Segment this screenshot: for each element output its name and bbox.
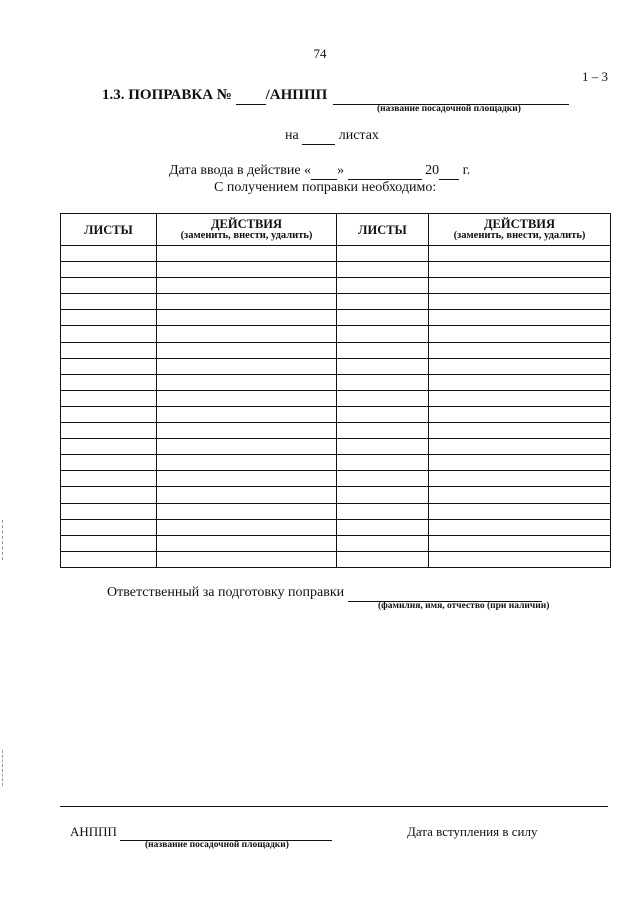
sheets-prefix: на <box>285 128 299 143</box>
action-cell[interactable] <box>429 326 611 342</box>
sheet-cell[interactable] <box>337 374 429 390</box>
footer-airport-field[interactable] <box>120 824 332 841</box>
action-cell[interactable] <box>429 374 611 390</box>
action-cell[interactable] <box>157 439 337 455</box>
year-suffix: г. <box>462 163 471 178</box>
footer-airport-line <box>70 824 332 841</box>
action-cell[interactable] <box>157 390 337 406</box>
table-row <box>61 294 611 310</box>
table-row <box>61 455 611 471</box>
sheet-cell[interactable] <box>337 342 429 358</box>
action-cell[interactable] <box>157 358 337 374</box>
action-cell[interactable] <box>429 471 611 487</box>
amendment-number-field[interactable] <box>236 87 266 105</box>
column-header-actions-2: ДЕЙСТВИЯ (заменить, внести, удалить) <box>429 214 611 246</box>
scan-margin-mark <box>2 520 3 560</box>
sheet-cell[interactable] <box>337 358 429 374</box>
column-header-sheets: ЛИСТЫ <box>61 214 157 246</box>
table-row <box>61 439 611 455</box>
sheet-cell[interactable] <box>337 439 429 455</box>
sheet-cell[interactable] <box>61 471 157 487</box>
page-number: 74 <box>313 46 327 61</box>
sheet-cell[interactable] <box>337 471 429 487</box>
sheet-cell[interactable] <box>61 294 157 310</box>
action-cell[interactable] <box>157 262 337 278</box>
table-row <box>61 278 611 294</box>
day-field[interactable] <box>311 163 337 180</box>
sheet-cell[interactable] <box>61 390 157 406</box>
table-row <box>61 390 611 406</box>
action-cell[interactable] <box>429 294 611 310</box>
table-row <box>61 358 611 374</box>
column-header-sheets-2: ЛИСТЫ <box>337 214 429 246</box>
action-cell[interactable] <box>157 519 337 535</box>
amendment-title <box>102 87 569 105</box>
date-mid: » <box>337 163 345 178</box>
sheet-cell[interactable] <box>337 310 429 326</box>
table-row <box>61 246 611 262</box>
table-row <box>61 406 611 422</box>
sheet-cell[interactable] <box>337 519 429 535</box>
action-cell[interactable] <box>157 374 337 390</box>
sheet-cell[interactable] <box>337 262 429 278</box>
table-row <box>61 374 611 390</box>
title-suffix: /АНППП <box>265 87 328 103</box>
table-row <box>61 487 611 503</box>
table-row <box>61 310 611 326</box>
sheet-cell[interactable] <box>61 326 157 342</box>
action-cell[interactable] <box>157 278 337 294</box>
sheet-cell[interactable] <box>337 455 429 471</box>
table-row <box>61 551 611 567</box>
sheet-count-field[interactable] <box>302 128 335 145</box>
action-cell[interactable] <box>429 503 611 519</box>
action-cell[interactable] <box>157 487 337 503</box>
action-cell[interactable] <box>429 519 611 535</box>
sheet-cell[interactable] <box>61 310 157 326</box>
action-cell[interactable] <box>429 262 611 278</box>
sheet-cell[interactable] <box>61 262 157 278</box>
action-cell[interactable] <box>157 294 337 310</box>
action-cell[interactable] <box>429 278 611 294</box>
sheet-cell[interactable] <box>337 278 429 294</box>
table-row <box>61 535 611 551</box>
action-cell[interactable] <box>157 551 337 567</box>
action-cell[interactable] <box>429 423 611 439</box>
sheet-cell[interactable] <box>61 487 157 503</box>
action-cell[interactable] <box>157 455 337 471</box>
sheet-cell[interactable] <box>337 246 429 262</box>
table-row <box>61 326 611 342</box>
sheet-cell[interactable] <box>61 503 157 519</box>
sheet-cell[interactable] <box>337 390 429 406</box>
table-row <box>61 342 611 358</box>
scan-margin-mark <box>2 750 3 786</box>
sheet-cell[interactable] <box>61 519 157 535</box>
table-row <box>61 471 611 487</box>
date-prefix: Дата ввода в действие « <box>169 163 312 178</box>
responsible-label: Ответственный за подготовку поправки <box>107 585 345 600</box>
table-row <box>61 262 611 278</box>
airport-name-field[interactable] <box>333 87 569 105</box>
footer-airport-caption: (название посадочной площадки) <box>145 840 289 850</box>
sheet-cell[interactable] <box>61 278 157 294</box>
sheet-cell[interactable] <box>61 374 157 390</box>
sheet-cell[interactable] <box>61 406 157 422</box>
sheet-cell[interactable] <box>337 423 429 439</box>
action-cell[interactable] <box>429 455 611 471</box>
sheet-cell[interactable] <box>337 487 429 503</box>
action-cell[interactable] <box>157 310 337 326</box>
sheet-cell[interactable] <box>337 326 429 342</box>
sheet-cell[interactable] <box>61 358 157 374</box>
sheet-cell[interactable] <box>61 535 157 551</box>
action-cell[interactable] <box>429 246 611 262</box>
sheet-cell[interactable] <box>337 406 429 422</box>
table-row <box>61 423 611 439</box>
action-cell[interactable] <box>157 471 337 487</box>
action-cell[interactable] <box>429 535 611 551</box>
receipt-note: С получением поправки необходимо: <box>214 180 437 195</box>
responsible-caption: (фамилия, имя, отчество (при наличии) <box>378 601 550 611</box>
sheet-cell[interactable] <box>337 535 429 551</box>
sheets-line <box>285 128 379 145</box>
sheets-suffix: листах <box>338 128 379 143</box>
action-cell[interactable] <box>429 439 611 455</box>
footer-divider <box>60 806 608 807</box>
action-cell[interactable] <box>157 342 337 358</box>
action-cell[interactable] <box>157 535 337 551</box>
table-row <box>61 519 611 535</box>
title-prefix: 1.3. ПОПРАВКА № <box>102 87 232 103</box>
responsible-line <box>107 585 542 602</box>
action-cell[interactable] <box>157 326 337 342</box>
sheet-cell[interactable] <box>337 551 429 567</box>
action-cell[interactable] <box>157 423 337 439</box>
sheet-cell[interactable] <box>61 455 157 471</box>
action-cell[interactable] <box>429 551 611 567</box>
document-code: 1 – 3 <box>582 69 608 84</box>
month-field[interactable] <box>348 163 422 180</box>
action-cell[interactable] <box>429 342 611 358</box>
sheet-cell[interactable] <box>61 439 157 455</box>
column-header-actions: ДЕЙСТВИЯ (заменить, внести, удалить) <box>157 214 337 246</box>
sheet-cell[interactable] <box>337 294 429 310</box>
year-field[interactable] <box>439 163 459 180</box>
action-cell[interactable] <box>157 246 337 262</box>
sheet-cell[interactable] <box>61 423 157 439</box>
action-cell[interactable] <box>157 406 337 422</box>
year-prefix: 20 <box>425 163 440 178</box>
footer-label: АНППП <box>70 824 117 839</box>
table-body <box>61 246 611 568</box>
effective-from-label: Дата вступления в силу <box>407 824 538 839</box>
table-row <box>61 503 611 519</box>
action-cell[interactable] <box>429 390 611 406</box>
amendment-table <box>60 213 611 568</box>
airport-name-caption: (название посадочной площадки) <box>377 104 521 114</box>
effective-date-line <box>169 163 470 180</box>
action-cell[interactable] <box>429 406 611 422</box>
action-cell[interactable] <box>429 358 611 374</box>
action-cell[interactable] <box>429 310 611 326</box>
action-cell[interactable] <box>429 487 611 503</box>
sheet-cell[interactable] <box>61 246 157 262</box>
sheet-cell[interactable] <box>61 342 157 358</box>
action-cell[interactable] <box>157 503 337 519</box>
responsible-name-field[interactable] <box>348 585 542 602</box>
sheet-cell[interactable] <box>337 503 429 519</box>
sheet-cell[interactable] <box>61 551 157 567</box>
